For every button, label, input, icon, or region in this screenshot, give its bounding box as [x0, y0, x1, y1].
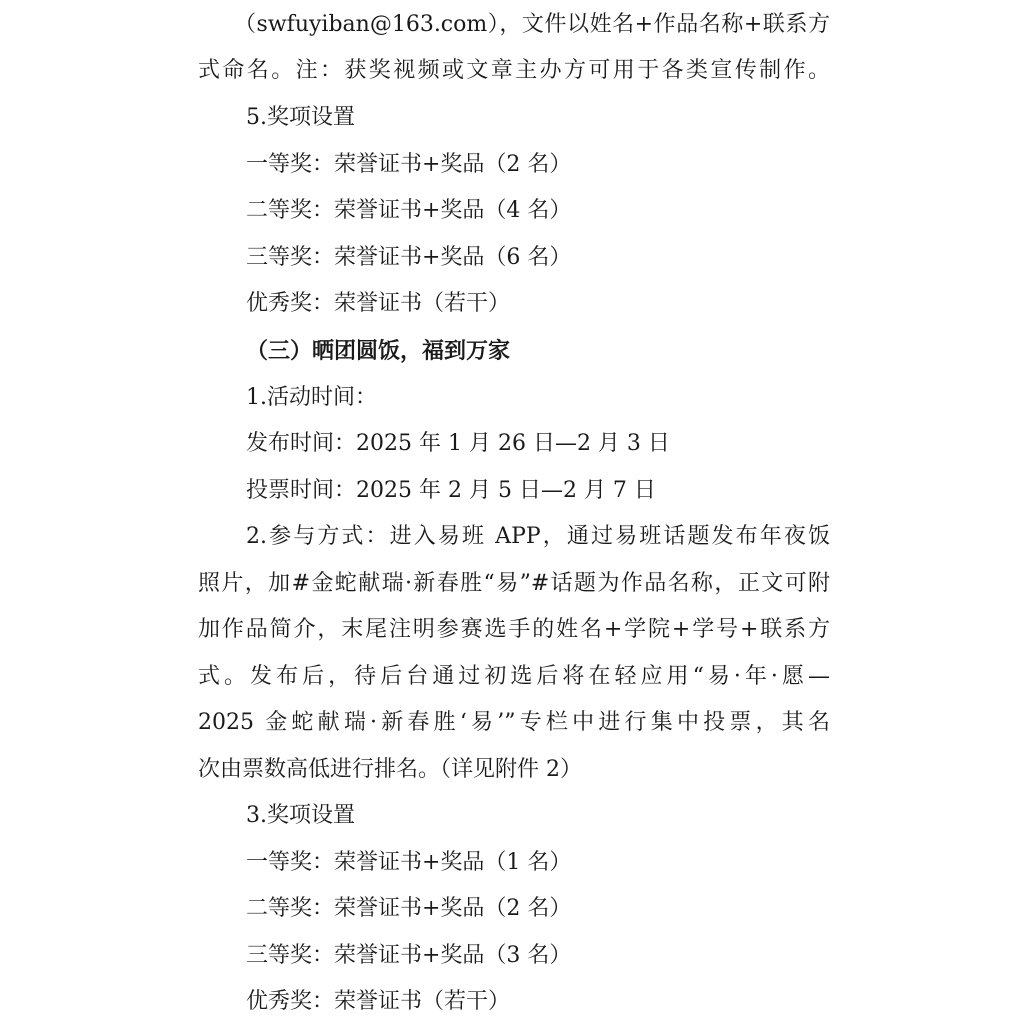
award-excellence-b: 优秀奖：荣誉证书（若干）: [246, 989, 511, 1014]
participation-line-4: 式。发布后，待后台通过初选后将在轻应用“易·年·愿—: [198, 664, 830, 689]
award-first-prize-a: 一等奖：荣誉证书+奖品（2 名）: [246, 152, 572, 177]
publish-time-line: 发布时间：2025 年 1 月 26 日—2 月 3 日: [246, 431, 670, 456]
email-submission-line: （swfuyiban@163.com），文件以姓名+作品名称+联系方: [234, 12, 830, 37]
participation-line-3: 加作品简介，末尾注明参赛选手的姓名+学院+学号+联系方: [198, 617, 830, 642]
participation-line-1: 2.参与方式：进入易班 APP，通过易班话题发布年夜饭: [246, 524, 830, 549]
award-second-prize-b: 二等奖：荣誉证书+奖品（2 名）: [246, 896, 572, 921]
participation-line-6: 次由票数高低进行排名。（详见附件 2）: [198, 757, 582, 782]
participation-line-5: 2025 金蛇献瑞·新春胜‘易’”专栏中进行集中投票，其名: [198, 710, 830, 735]
naming-note-line: 式命名。注：获奖视频或文章主办方可用于各类宣传制作。: [198, 58, 830, 83]
award-first-prize-b: 一等奖：荣誉证书+奖品（1 名）: [246, 850, 572, 875]
section-3-award-heading: 3.奖项设置: [246, 803, 355, 828]
activity-time-heading: 1.活动时间：: [246, 385, 377, 410]
award-third-prize-b: 三等奖：荣誉证书+奖品（3 名）: [246, 943, 572, 968]
award-third-prize-a: 三等奖：荣誉证书+奖品（6 名）: [246, 245, 572, 270]
award-second-prize-a: 二等奖：荣誉证书+奖品（4 名）: [246, 198, 572, 223]
voting-time-line: 投票时间：2025 年 2 月 5 日—2 月 7 日: [246, 478, 656, 503]
section-3-heading: （三）晒团圆饭，福到万家: [246, 338, 511, 364]
participation-line-2: 照片，加#金蛇献瑞·新春胜“易”#话题为作品名称，正文可附: [198, 571, 830, 596]
award-excellence-a: 优秀奖：荣誉证书（若干）: [246, 291, 511, 316]
section-5-award-heading: 5.奖项设置: [246, 105, 355, 130]
